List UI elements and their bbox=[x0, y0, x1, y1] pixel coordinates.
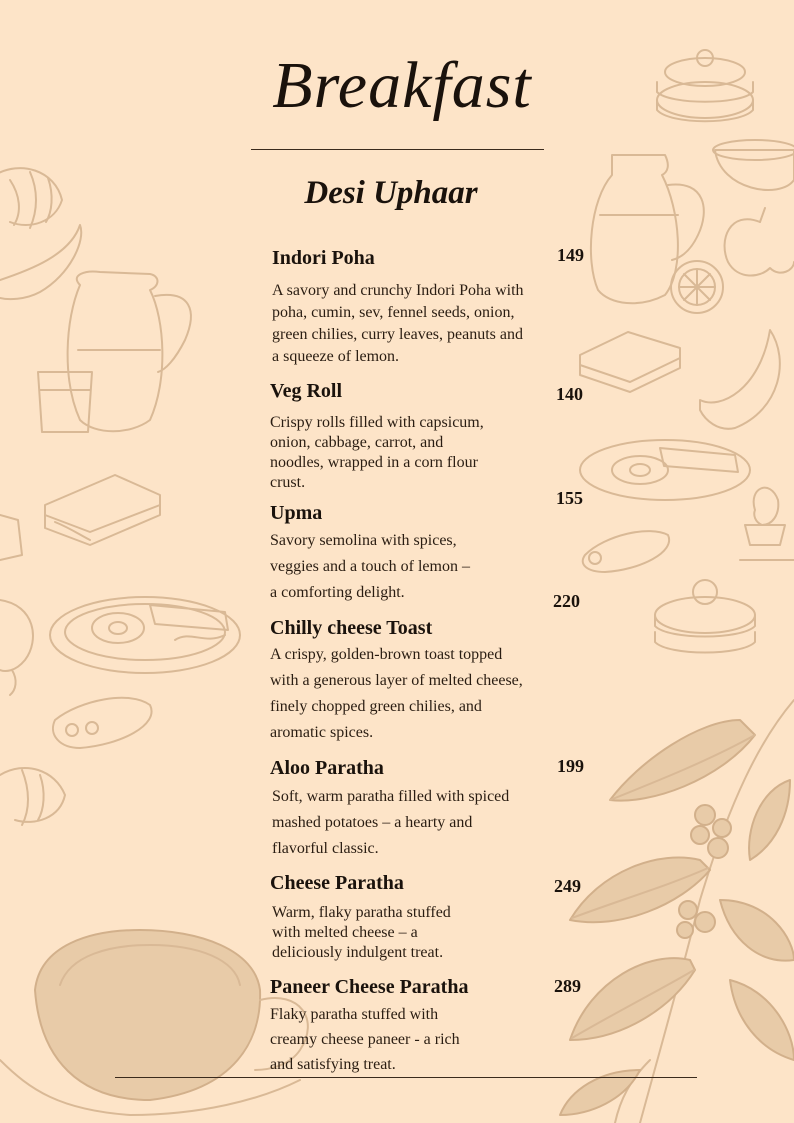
item-price-upma: 155 bbox=[556, 488, 583, 508]
sandwich-right-icon bbox=[580, 332, 680, 392]
fruit-bowl-icon bbox=[713, 140, 794, 190]
apple-icon bbox=[725, 208, 794, 276]
bottom-divider bbox=[115, 1077, 697, 1078]
item-price-indori-poha: 149 bbox=[557, 245, 584, 265]
breakfast-plate-right-icon bbox=[580, 440, 750, 500]
item-description-cheese-paratha: Warm, flaky paratha stuffed with melted cheese – a deliciously indulgent treat. bbox=[272, 904, 451, 961]
item-name-veg-roll: Veg Roll bbox=[270, 380, 343, 402]
item-description-veg-roll: Crispy rolls filled with capsicum, onion, cabbage, carrot, and noodles, wrapped in a corn flour crust. bbox=[270, 414, 484, 491]
coffee-plant-icon bbox=[560, 700, 794, 1123]
item-name-paneer-cheese-paratha: Paneer Cheese Paratha bbox=[270, 976, 469, 998]
item-name-cheese-paratha: Cheese Paratha bbox=[270, 872, 404, 894]
item-price-aloo-paratha: 199 bbox=[557, 756, 584, 776]
orange-slice-icon bbox=[671, 261, 723, 313]
item-description-chilly-cheese-toast: A crispy, golden-brown toast topped with a generous layer of melted cheese, finely chopped green chilies, and aromatic spices. bbox=[270, 646, 523, 741]
item-name-aloo-paratha: Aloo Paratha bbox=[270, 757, 384, 779]
egg-cup-icon bbox=[740, 488, 794, 560]
breakfast-plate-icon bbox=[50, 597, 240, 673]
sandwich-icon bbox=[45, 475, 160, 545]
item-price-cheese-paratha: 249 bbox=[554, 876, 581, 896]
pancake-stack-lower-icon bbox=[655, 580, 755, 653]
item-description-indori-poha: A savory and crunchy Indori Poha with poha, cumin, sev, fennel seeds, onion, green chilies, curry leaves, peanuts and a squeeze of lemon. bbox=[272, 282, 524, 365]
croissant-icon bbox=[0, 168, 62, 228]
title-divider bbox=[251, 149, 544, 150]
coffee-cup-icon bbox=[0, 930, 308, 1115]
item-description-upma: Savory semolina with spices, veggies and a touch of lemon – a comforting delight. bbox=[270, 532, 470, 601]
item-price-chilly-cheese-toast: 220 bbox=[553, 591, 580, 611]
banana-right-icon bbox=[700, 330, 780, 429]
banana-icon bbox=[0, 225, 81, 299]
pitcher-right-icon bbox=[591, 155, 704, 303]
pancake-stack-icon bbox=[657, 50, 753, 121]
item-description-aloo-paratha: Soft, warm paratha filled with spiced mashed potatoes – a hearty and flavorful classic. bbox=[272, 788, 510, 857]
item-price-veg-roll: 140 bbox=[556, 384, 583, 404]
pitcher-icon bbox=[68, 272, 191, 432]
menu-title: Breakfast bbox=[272, 49, 532, 122]
sausage-icon bbox=[53, 698, 152, 748]
sausage-right-icon bbox=[583, 531, 669, 572]
item-name-upma: Upma bbox=[270, 502, 323, 524]
item-price-paneer-cheese-paratha: 289 bbox=[554, 976, 581, 996]
item-name-chilly-cheese-toast: Chilly cheese Toast bbox=[270, 617, 433, 639]
menu-subtitle: Desi Uphaar bbox=[304, 175, 478, 211]
item-description-paneer-cheese-paratha: Flaky paratha stuffed with creamy cheese paneer - a rich and satisfying treat. bbox=[270, 1006, 460, 1073]
item-name-indori-poha: Indori Poha bbox=[272, 247, 375, 269]
croissant-lower-icon bbox=[0, 768, 65, 825]
